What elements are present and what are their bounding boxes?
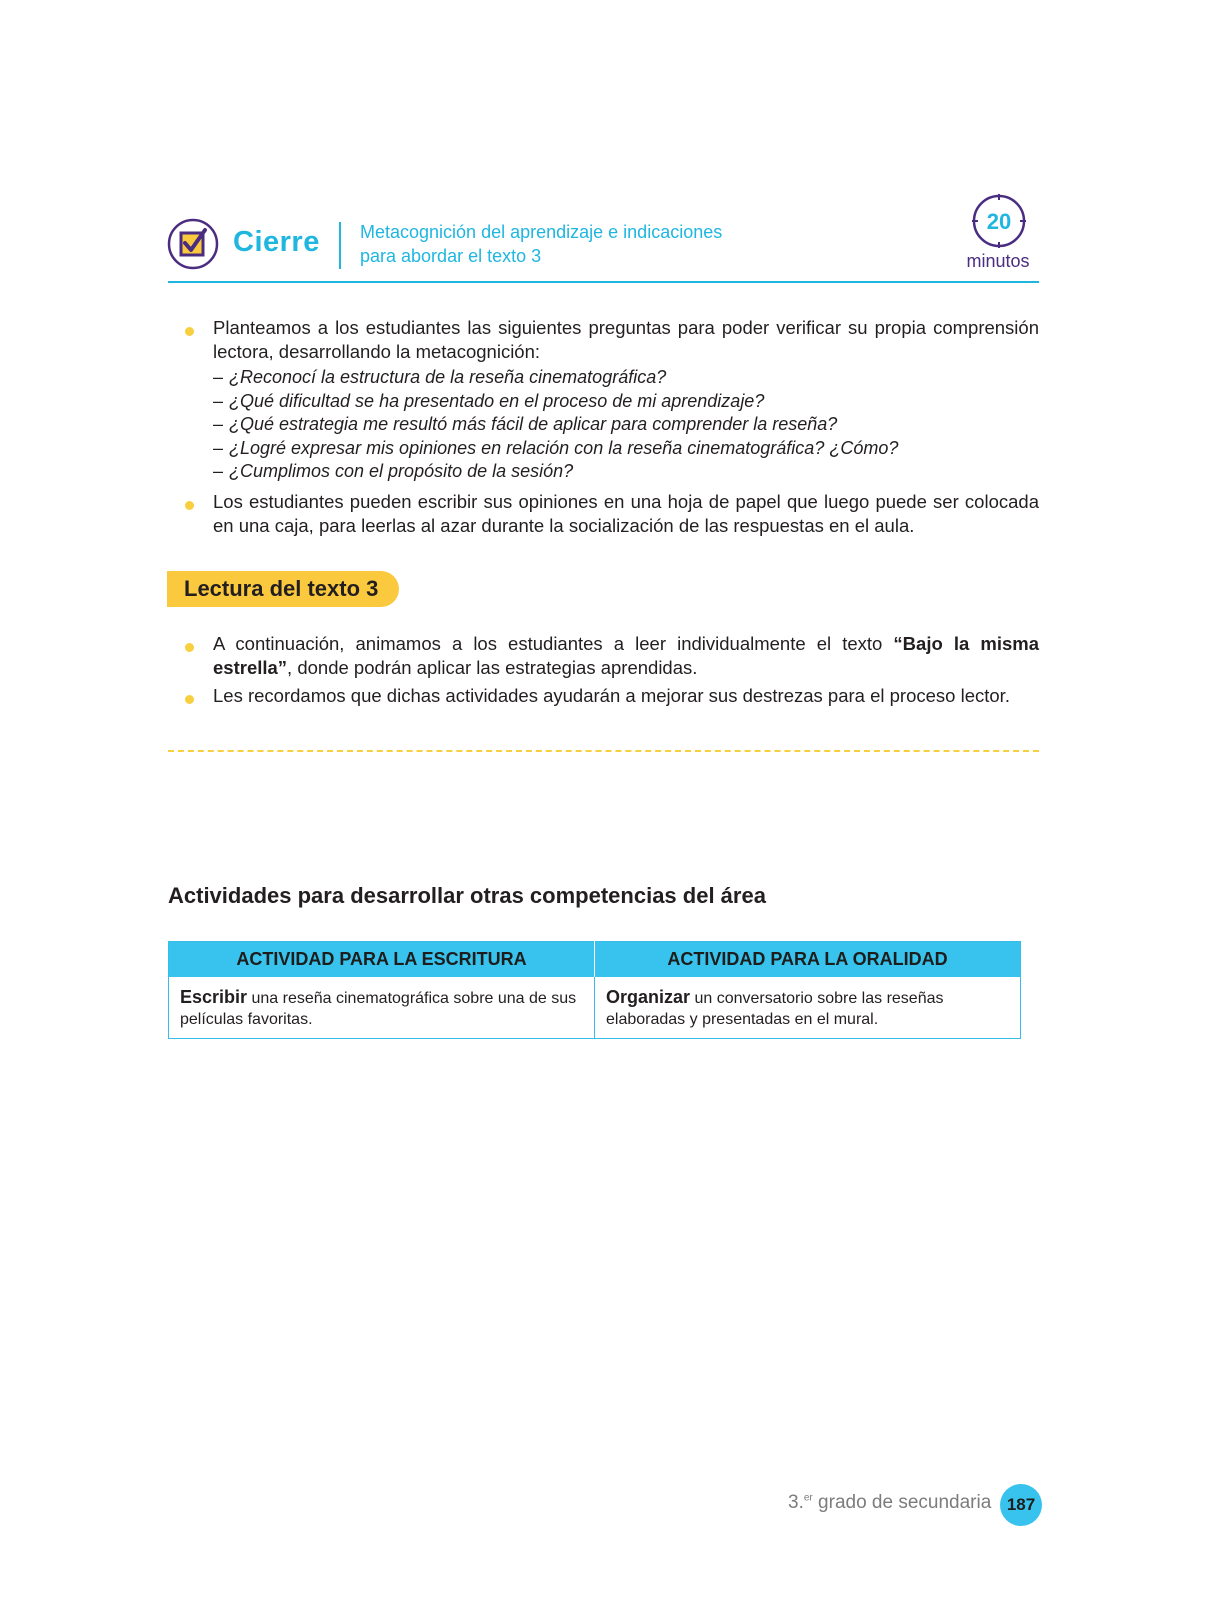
grade-label: 3.$^{er}$ grado de secundaria [788, 1492, 992, 1513]
header-divider [339, 222, 341, 269]
question-list [213, 366, 1039, 484]
bullet-dot [185, 501, 194, 510]
lectura-bullet-1: A continuación, animamos a los estudiantes a leer individualmente el texto “Bajo la misma estrella”, donde podrán aplicar las estrategias aprendidas. [213, 633, 1039, 678]
table-row [169, 977, 1021, 1039]
table-header-row [169, 942, 1021, 978]
header-rule [168, 281, 1039, 283]
bullet-dot [185, 695, 194, 704]
question-item: – ¿Reconocí la estructura de la reseña cinematográfica? [213, 367, 667, 387]
page-number: 187 [1000, 1484, 1042, 1526]
text-title: “Bajo la misma estrella” [213, 633, 1039, 678]
lectura-badge-label: Lectura del texto 3 [184, 576, 379, 601]
timer-value: 20 [986, 209, 1012, 234]
question-item: – ¿Logré expresar mis opiniones en relación con la reseña cinematográfica? ¿Cómo? [213, 437, 899, 458]
cell-oralidad: Organizar un conversatorio sobre las reseñas elaboradas y presentadas en el mural. [606, 987, 944, 1028]
cierre-bullet-1: Planteamos a los estudiantes las siguientes preguntas para poder verificar su propia comprensión lectora, desarrollando la metacognición: [213, 317, 1039, 362]
cell-escritura: Escribir una reseña cinematográfica sobre una de sus películas favoritas. [169, 977, 595, 1039]
column-header-oralidad: ACTIVIDAD PARA LA ORALIDAD [595, 942, 1021, 978]
activities-table [168, 941, 1021, 1039]
checkbox-icon [167, 218, 219, 270]
section-title: Cierre [233, 226, 320, 258]
timer-icon [970, 192, 1028, 250]
actividades-heading: Actividades para desarrollar otras competencias del área [168, 883, 766, 908]
subtitle-line-2: para abordar el texto 3 [360, 246, 542, 266]
section-subtitle [360, 220, 722, 268]
bullet-dot [185, 643, 194, 652]
lectura-bullet-2: Les recordamos que dichas actividades ayudarán a mejorar sus destrezas para el proceso lector. [213, 685, 1010, 706]
dashed-divider [168, 750, 1039, 752]
cierre-bullet-2: Los estudiantes pueden escribir sus opiniones en una hoja de papel que luego puede ser colocada en una caja, para leerlas al azar durante la socialización de las respuestas en el aula. [213, 491, 1039, 536]
timer-unit: minutos [966, 251, 1030, 271]
question-item: – ¿Qué estrategia me resultó más fácil de aplicar para comprender la reseña? [213, 414, 838, 434]
bullet-dot [185, 327, 194, 336]
column-header-escritura: ACTIVIDAD PARA LA ESCRITURA [169, 942, 595, 978]
question-item: – ¿Qué dificultad se ha presentado en el proceso de mi aprendizaje? [213, 390, 765, 411]
subtitle-line-1: Metacognición del aprendizaje e indicaciones [360, 222, 723, 242]
question-item: – ¿Cumplimos con el propósito de la sesión? [213, 461, 574, 481]
